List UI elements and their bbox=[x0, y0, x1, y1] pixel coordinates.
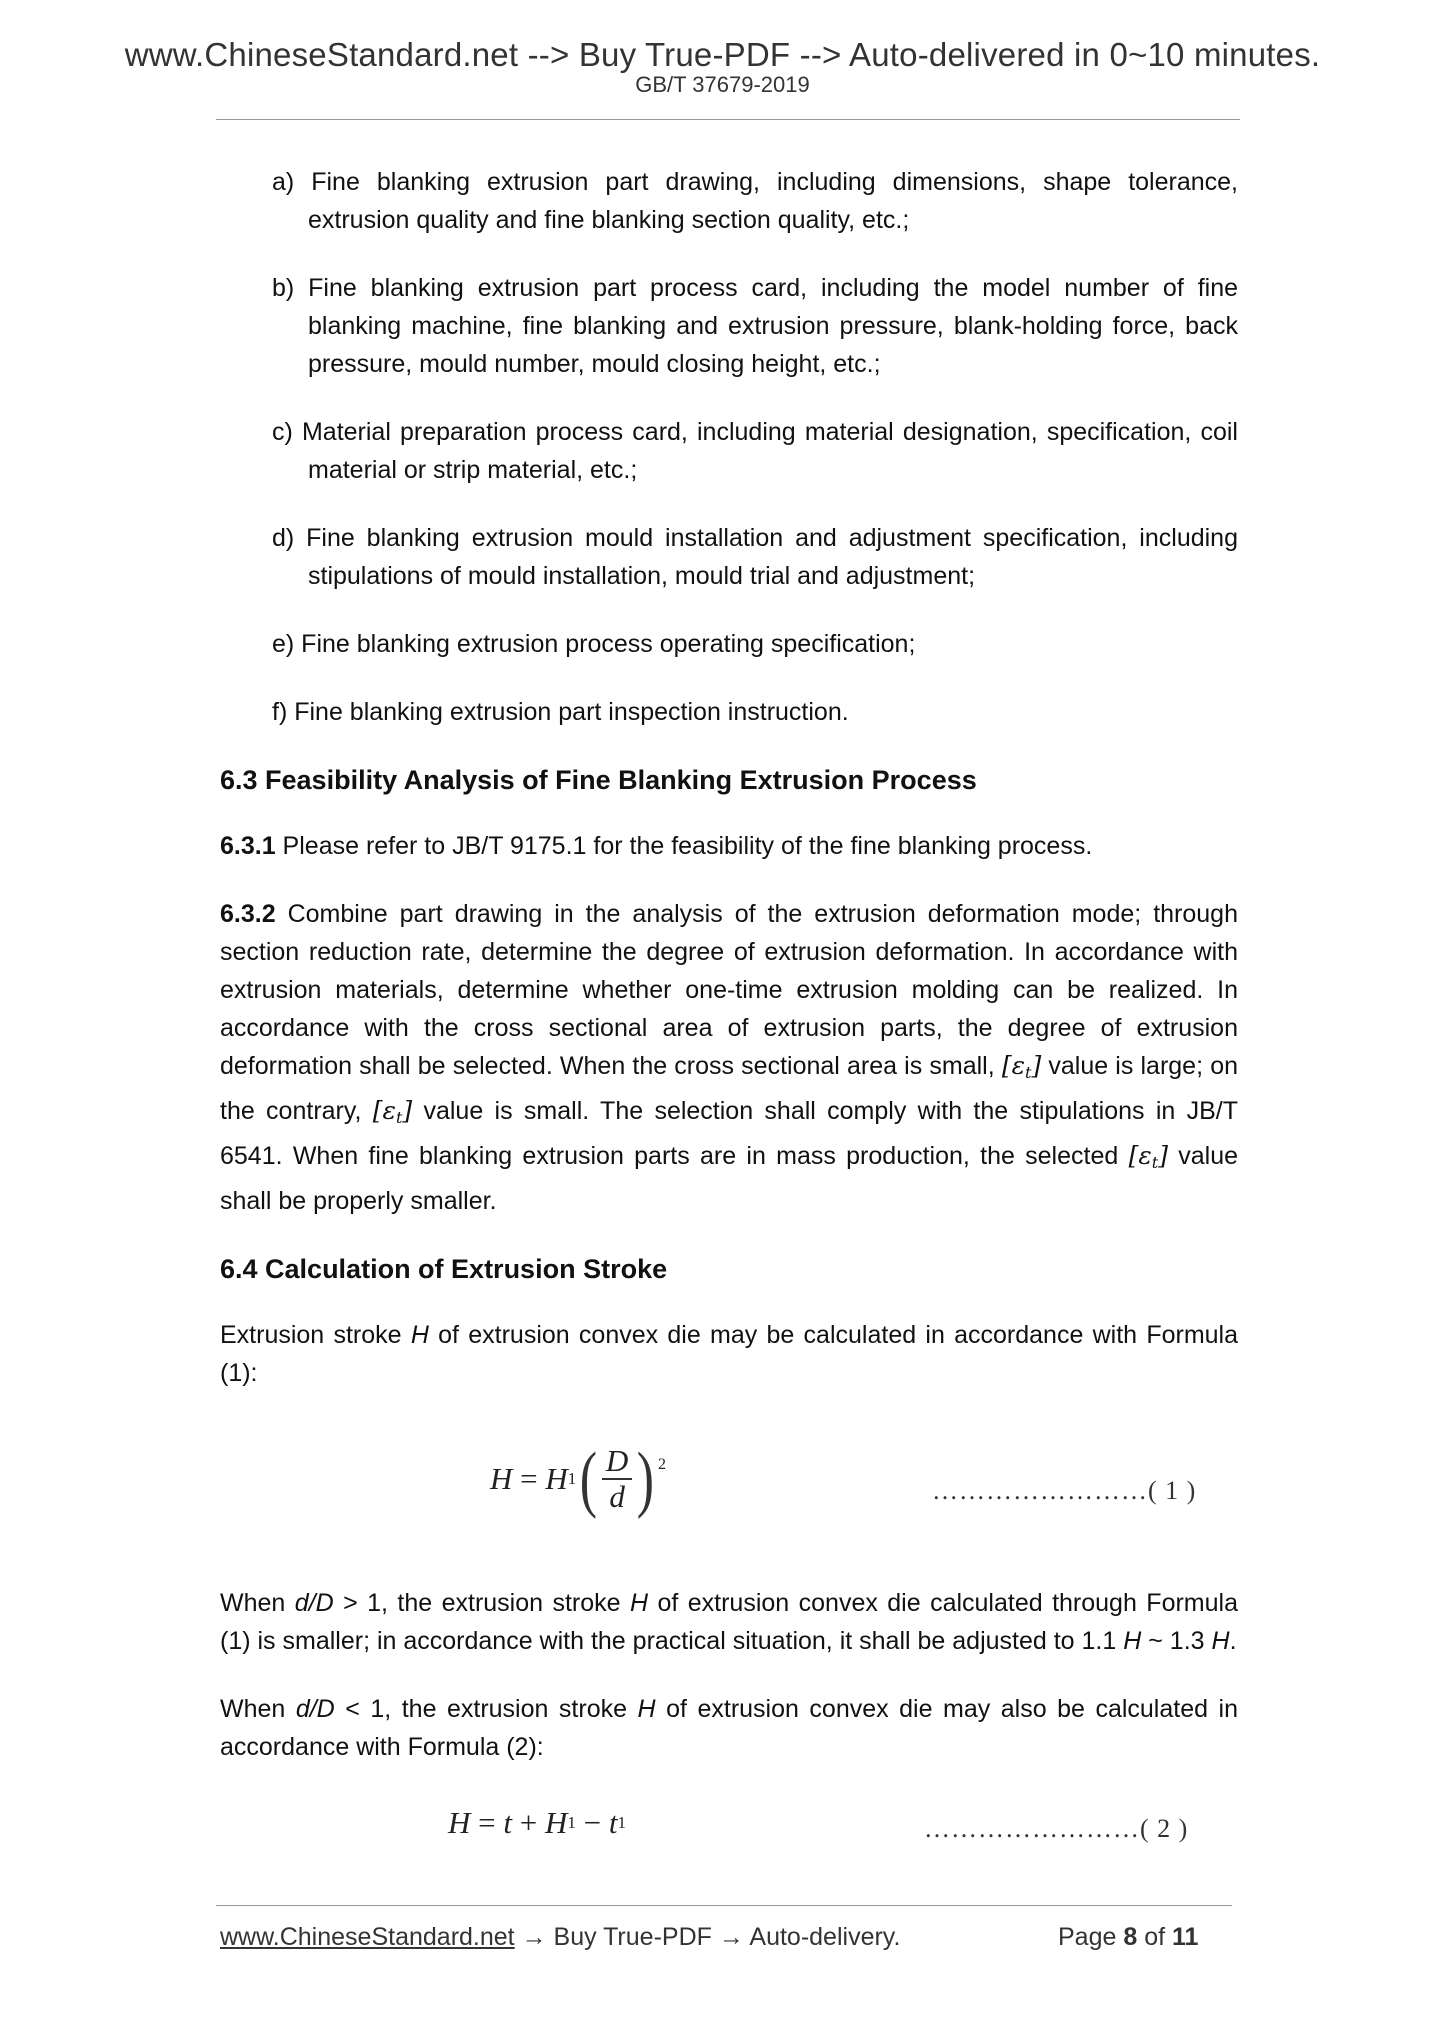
list-item-f: f) Fine blanking extrusion part inspection instruction. bbox=[272, 698, 849, 726]
list-item-b: b) Fine blanking extrusion part process card, including the model number of fine blanking machine, fine blanking and extrusion pressure, blank-holding force, back pressure, mould number, mould closing height, etc.; bbox=[272, 274, 1238, 378]
clause-number: 6.3.1 bbox=[220, 832, 276, 860]
formula-1-row bbox=[220, 1422, 1238, 1562]
clause-text: value is large; on the contrary, bbox=[220, 1052, 1238, 1125]
section-heading-6-3: 6.3 Feasibility Analysis of Fine Blanking Extrusion Process bbox=[220, 765, 977, 795]
section-heading-6-4: 6.4 Calculation of Extrusion Stroke bbox=[220, 1254, 668, 1284]
page-indicator: Page 8 of 11 bbox=[1058, 1923, 1199, 1951]
epsilon-symbol: $[\varepsilon_t]$ bbox=[372, 1096, 413, 1127]
footer-link[interactable]: www.ChineseStandard.net bbox=[220, 1923, 515, 1951]
header-banner: www.ChineseStandard.net --> Buy True-PDF --> Auto-delivered in 0~10 minutes. bbox=[124, 36, 1321, 73]
page-total: 11 bbox=[1172, 1923, 1199, 1951]
stroke-intro: Extrusion stroke H of extrusion convex die may be calculated in accordance with Formula (1): bbox=[220, 1321, 1239, 1387]
header-divider bbox=[216, 119, 1240, 120]
formula-1: H = H 1 ( $\frac{D}{d}$ ) 2 bbox=[490, 1438, 666, 1520]
page-content bbox=[220, 163, 1238, 1878]
list-item-d: d) Fine blanking extrusion mould installation and adjustment specification, including stipulations of mould installation, mould trial and adjustment; bbox=[272, 524, 1238, 590]
doc-number: GB/T 37679-2019 bbox=[635, 72, 810, 97]
page-number: 8 bbox=[1123, 1923, 1138, 1951]
clause-text: value shall be properly smaller. bbox=[220, 1142, 1238, 1215]
formula-2: H = t + H 1 − t 1 bbox=[448, 1805, 626, 1840]
formula-2-row bbox=[220, 1796, 1238, 1856]
list-item-e: e) Fine blanking extrusion process operating specification; bbox=[272, 630, 916, 658]
footer-left bbox=[220, 1923, 900, 1952]
epsilon-symbol: $[\varepsilon_t]$ bbox=[1001, 1051, 1042, 1082]
clause-text: value is small. The selection shall comply with the stipulations in JB/T 6541. When fine blanking extrusion parts are in mass production, the selected bbox=[220, 1097, 1238, 1170]
list-item-c: c) Material preparation process card, including material designation, specification, coil material or strip material, etc.; bbox=[272, 418, 1238, 484]
formula-2-number: ……………………( 2 ) bbox=[924, 1814, 1189, 1843]
list-item-a: a) Fine blanking extrusion part drawing, including dimensions, shape tolerance, extrusion quality and fine blanking section quality, etc.; bbox=[272, 168, 1238, 234]
formula-2-intro: When d/D < 1, the extrusion stroke H of extrusion convex die may also be calculated in accordance with Formula (2): bbox=[220, 1695, 1238, 1761]
clause-text: Combine part drawing in the analysis of the extrusion deformation mode; through section reduction rate, determine the degree of extrusion deformation. In accordance with extrusion materials, determine whether one-time extrusion molding can be realized. In accordance with the cross sectional area of extrusion parts, the degree of extrusion deformation shall be selected. When the cross sectional area is small, bbox=[220, 900, 1238, 1080]
footer-divider bbox=[216, 1905, 1232, 1906]
adjust-paragraph: When d/D > 1, the extrusion stroke H of extrusion convex die calculated through Formula (1) is smaller; in accordance with the practical situation, it shall be adjusted to 1.1 H ~ 1.3 H. bbox=[220, 1589, 1238, 1655]
epsilon-symbol: $[\varepsilon_t]$ bbox=[1128, 1141, 1168, 1172]
clause-text: Please refer to JB/T 9175.1 for the feasibility of the fine blanking process. bbox=[275, 832, 1093, 860]
clause-6-3-2 bbox=[220, 895, 1238, 1220]
clause-number: 6.3.2 bbox=[220, 900, 276, 928]
clause-6-3-1 bbox=[220, 827, 1238, 865]
footer-text: → Buy True-PDF → Auto-delivery. bbox=[514, 1923, 901, 1951]
formula-1-number: ……………………( 1 ) bbox=[932, 1476, 1197, 1505]
